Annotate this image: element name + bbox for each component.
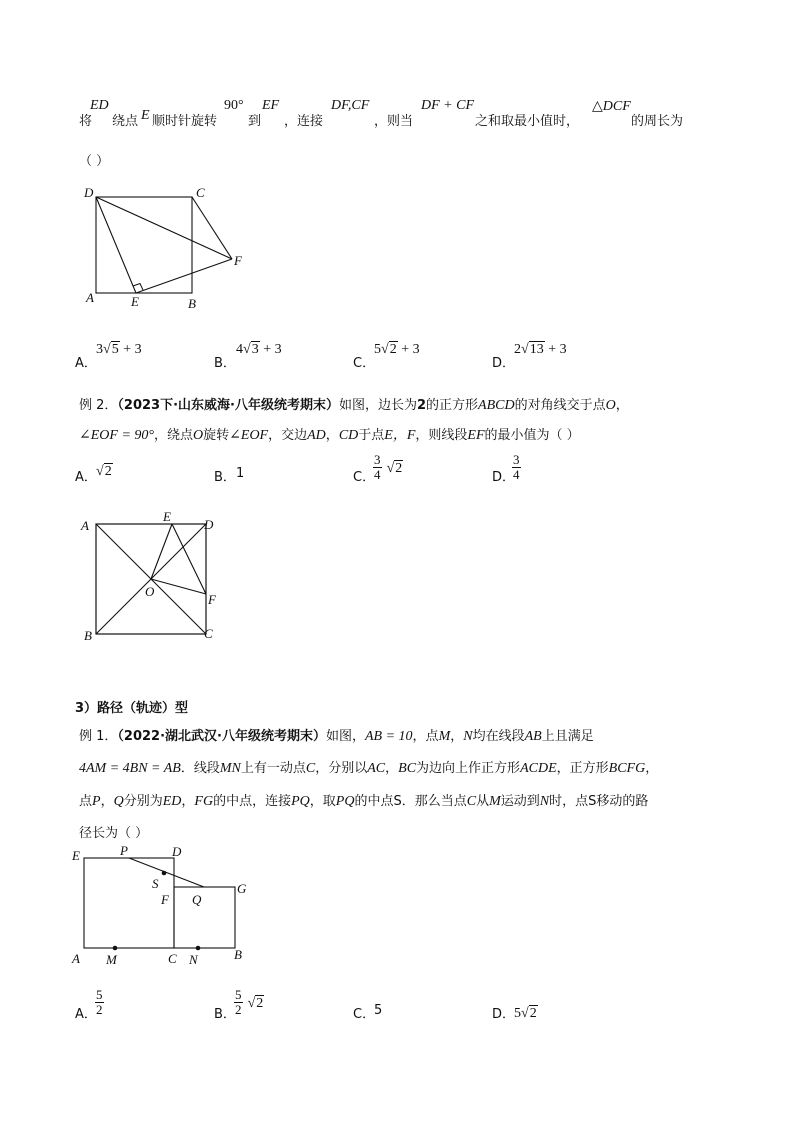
fig1-label-E: E xyxy=(131,294,139,309)
q1-sum: DF + CF xyxy=(421,98,474,113)
fig1-label-D: D xyxy=(84,185,94,200)
q1-text: 之和取最小值时， xyxy=(475,114,580,129)
q1-option-d-value: 2√13 + 3 xyxy=(514,342,567,357)
q2-option-d[interactable]: D． xyxy=(492,470,516,485)
fig2-label-A: A xyxy=(81,518,89,533)
q1-option-a-value: 3√5 + 3 xyxy=(96,342,142,357)
q1-option-c-value: 5√2 + 3 xyxy=(374,342,420,357)
q3-stem-line1: 例 1．（2022·湖北武汉·八年级统考期末）如图，AB = 10，点M，N均在线段AB上且满足 xyxy=(79,729,594,744)
q1-text: 到 xyxy=(248,114,262,129)
q1-option-b[interactable]: B． xyxy=(214,356,236,371)
fig1-label-F: F xyxy=(234,253,242,268)
q2-option-a-value: √2 xyxy=(96,464,112,479)
fig2-label-F: F xyxy=(208,592,216,607)
q2-figure xyxy=(78,508,228,643)
fig3-label-N: N xyxy=(189,952,198,967)
q1-90deg: 90° xyxy=(224,98,244,113)
q1-EF: EF xyxy=(262,98,280,113)
q1-DFCF: DF,CF xyxy=(331,98,370,113)
q1-text: ，则当 xyxy=(374,114,414,129)
q1-option-d[interactable]: D． xyxy=(492,356,516,371)
q1-option-c[interactable]: C． xyxy=(353,356,376,371)
q2-option-b[interactable]: B． xyxy=(214,470,236,485)
q1-option-b-value: 4√3 + 3 xyxy=(236,342,282,357)
q3-option-b[interactable]: B． xyxy=(214,1007,236,1022)
q3-option-a[interactable]: A． xyxy=(75,1007,97,1022)
fig3-label-P: P xyxy=(120,843,128,858)
q1-text: 顺时针旋转 xyxy=(152,114,218,129)
q1-answer-paren: （ ） xyxy=(79,154,110,169)
fig2-label-D: D xyxy=(204,517,214,532)
q1-E: E xyxy=(141,108,150,123)
fig3-label-F: F xyxy=(161,892,169,907)
q1-option-a[interactable]: A． xyxy=(75,356,97,371)
fig1-label-B: B xyxy=(188,296,196,311)
q2-stem-line1: 例 2．（2023下·山东威海·八年级统考期末）如图，边长为2的正方形ABCD的对角线交于点O， xyxy=(79,398,629,413)
fig1-label-A: A xyxy=(86,290,94,305)
q3-option-b-value: $\frac{5}{2}$ √2 xyxy=(235,987,264,1017)
q3-option-c[interactable]: C． xyxy=(353,1007,376,1022)
fig3-label-B: B xyxy=(234,947,242,962)
q2-option-a[interactable]: A． xyxy=(75,470,97,485)
fig3-label-G: G xyxy=(237,881,247,896)
fig3-label-M: M xyxy=(106,952,117,967)
q1-text: ，连接 xyxy=(284,114,324,129)
fig3-label-A: A xyxy=(72,951,80,966)
fig3-label-C: C xyxy=(168,951,177,966)
q3-stem-line3: 点P，Q分别为ED，FG的中点，连接PQ，取PQ的中点S．那么当点C从M运动到N时，点S移动的路 xyxy=(79,794,649,809)
q3-option-d[interactable]: D． xyxy=(492,1007,516,1022)
fig1-label-C: C xyxy=(196,185,205,200)
q3-option-c-value: 5 xyxy=(374,1003,383,1018)
q2-stem-line2: ∠EOF = 90°，绕点O旋转∠EOF，交边AD，CD于点E，F，则线段EF的最小值为（ ） xyxy=(79,428,580,443)
fig2-label-B: B xyxy=(84,628,92,643)
q3-figure xyxy=(68,842,258,972)
fig2-label-C: C xyxy=(204,626,213,641)
section-heading: 3）路径（轨迹）型 xyxy=(75,701,189,716)
q2-option-c-value: $\frac{3}{4}$ √2 xyxy=(374,452,403,482)
q3-option-a-value: $\frac{5}{2}$ xyxy=(96,987,103,1017)
q1-ED: ED xyxy=(90,98,109,113)
q3-stem-line2: 4AM = 4BN = AB．线段MN上有一动点C，分别以AC，BC为边向上作正方形ACDE，正方形BCFG， xyxy=(79,761,659,776)
fig2-label-E: E xyxy=(163,509,171,524)
fig2-label-O: O xyxy=(145,584,155,599)
q2-option-c[interactable]: C． xyxy=(353,470,376,485)
q1-text: 绕点 xyxy=(112,114,139,129)
q1-stem-line1: 将 xyxy=(79,114,93,129)
q1-figure xyxy=(80,180,250,315)
q2-option-d-value: $\frac{3}{4}$ xyxy=(513,452,520,482)
fig3-label-D: D xyxy=(172,844,182,859)
fig3-label-S: S xyxy=(152,876,159,891)
q3-stem-line4: 径长为（ ） xyxy=(79,826,149,841)
fig3-label-Q: Q xyxy=(192,892,202,907)
q2-option-b-value: 1 xyxy=(236,466,245,481)
q1-text: 的周长为 xyxy=(631,114,684,129)
q1-triangle: △DCF xyxy=(592,99,631,114)
q3-option-d-value: 5√2 xyxy=(514,1006,537,1021)
fig3-label-E: E xyxy=(72,848,80,863)
